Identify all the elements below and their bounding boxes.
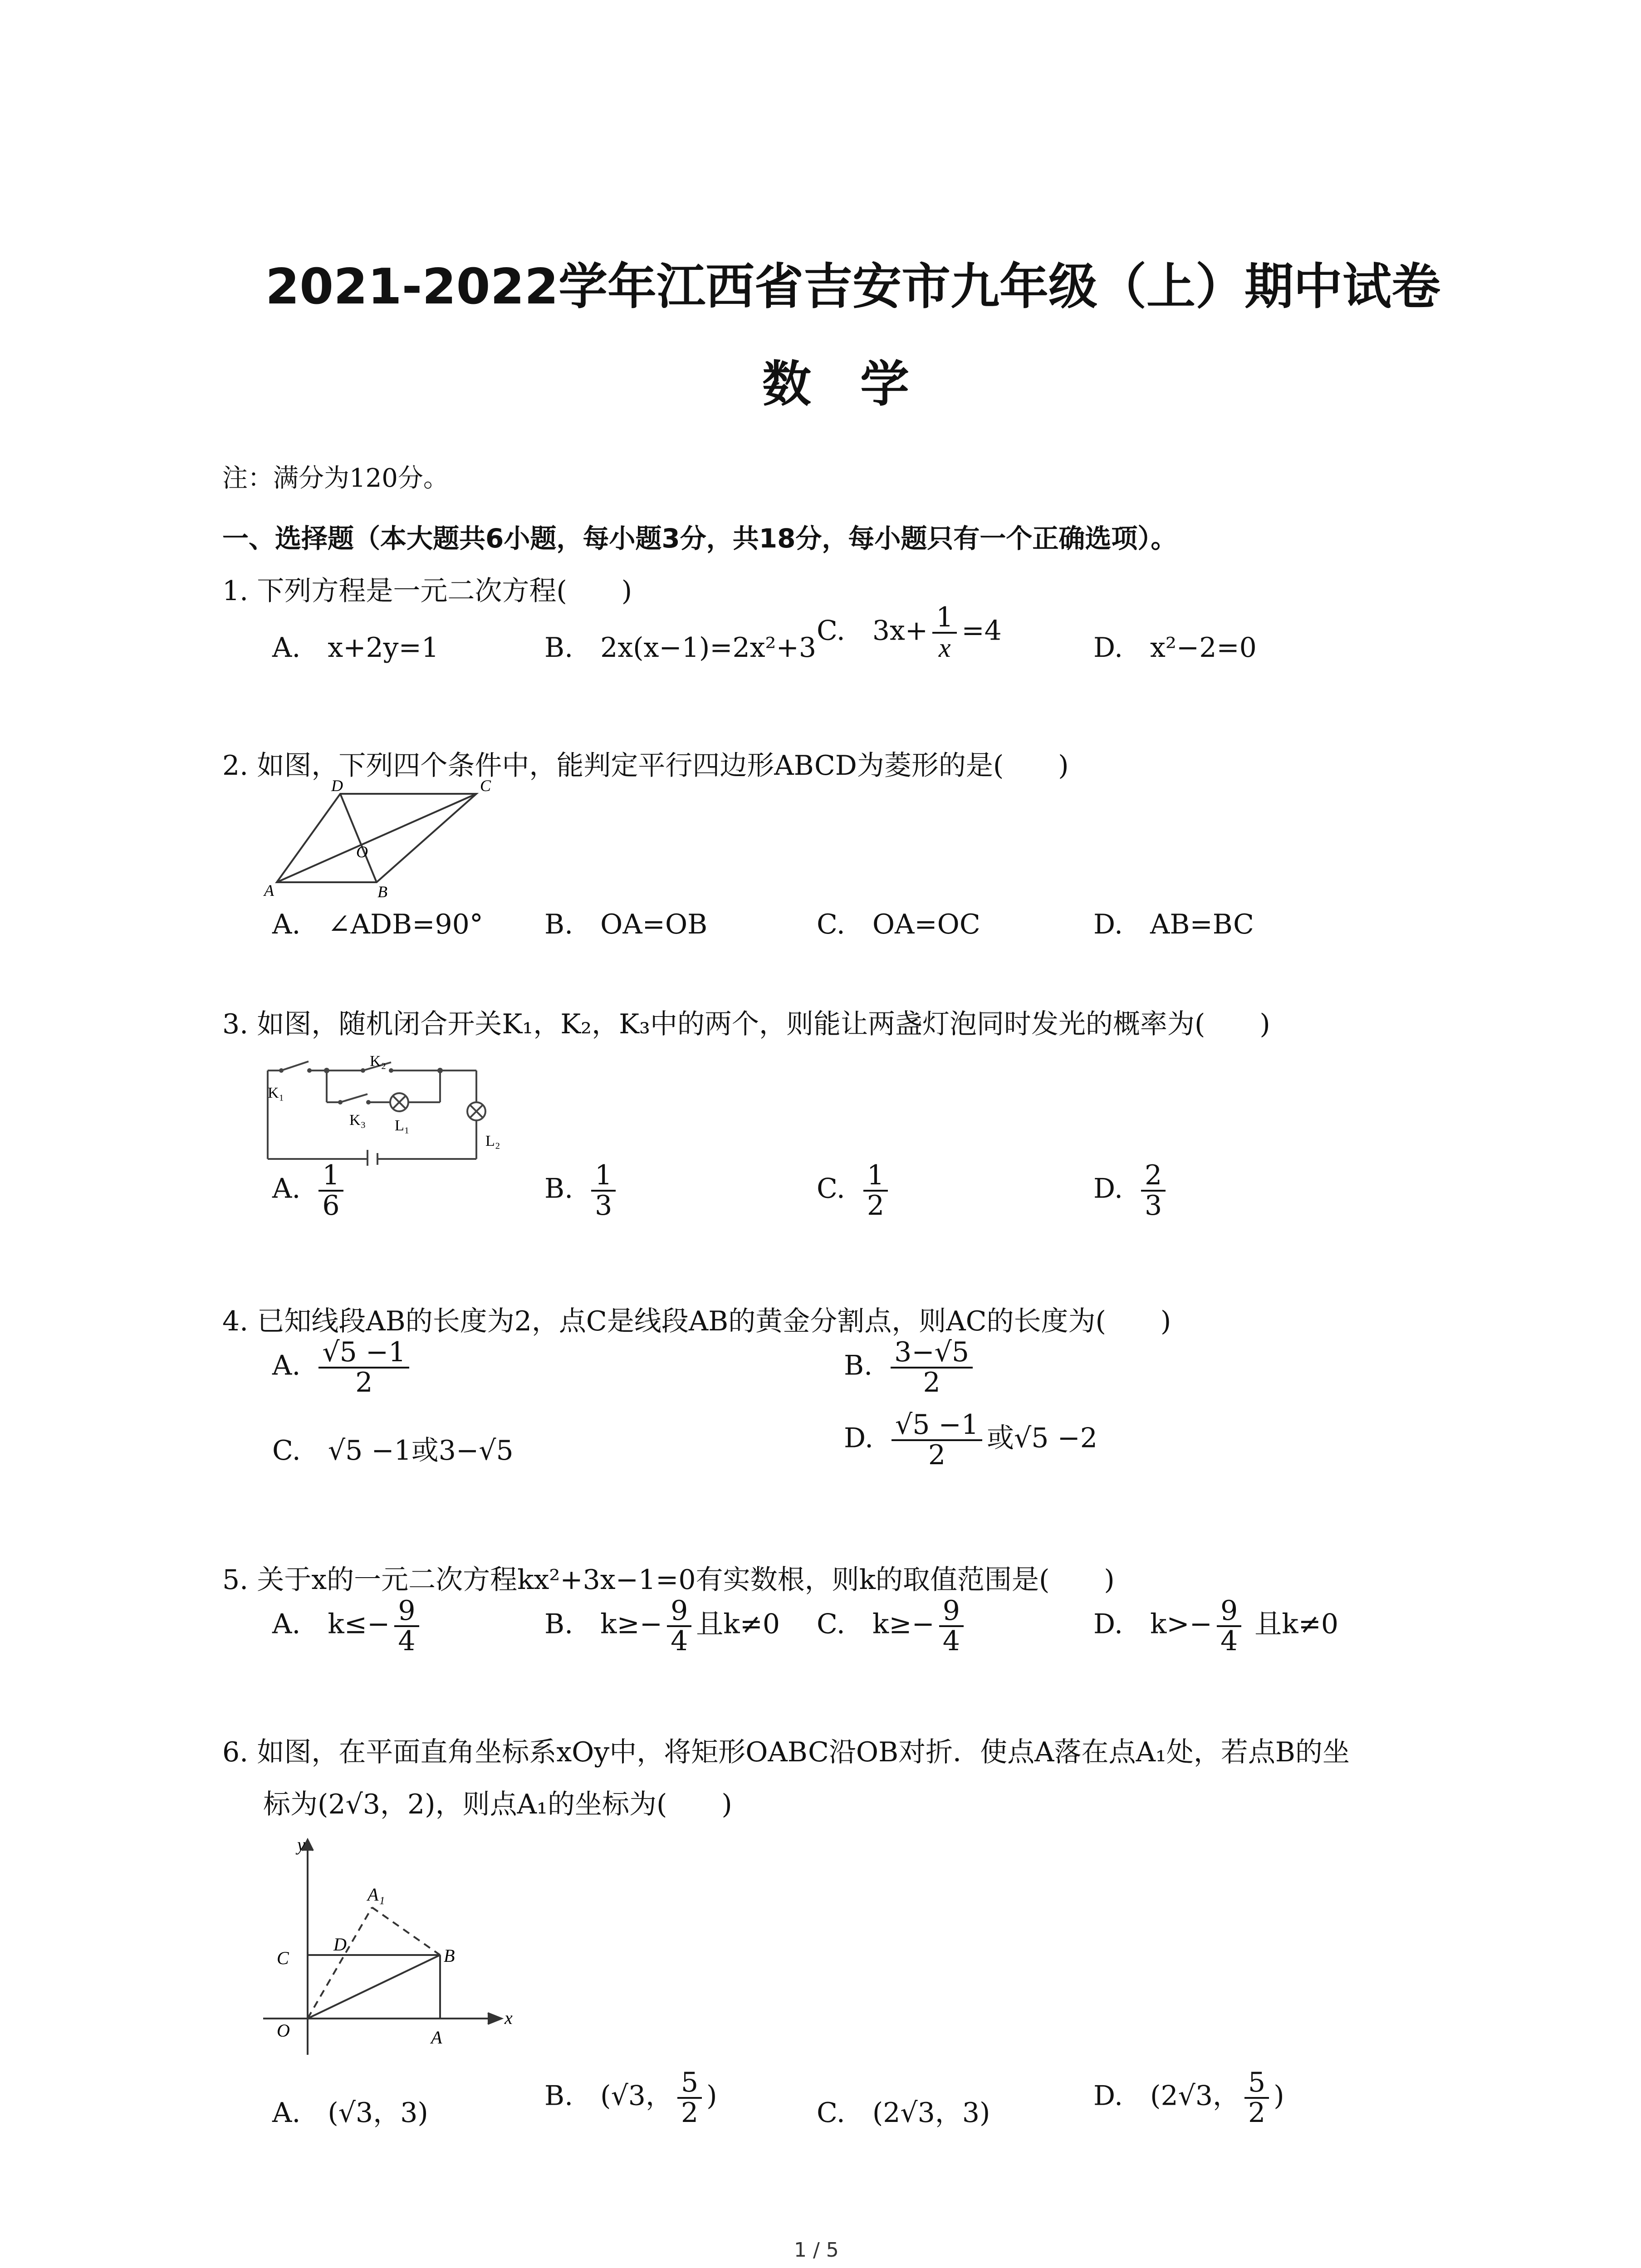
label-l2: L₂	[485, 1133, 500, 1149]
label-k1: K₁	[268, 1085, 284, 1101]
q5-option-a: A. k≤− $\frac{9}{4}$	[272, 1597, 424, 1656]
page-number: 1 / 5	[794, 2239, 839, 2262]
fraction: $\frac{5}{2}$	[1244, 2068, 1269, 2127]
fraction: $\frac{√5 -1}{2}$	[318, 1338, 409, 1397]
fraction: $\frac{√5 -1}{2}$	[892, 1411, 982, 1470]
label-y: y	[297, 1834, 305, 1855]
q3-option-b: B. $\frac{1}{3}$	[544, 1161, 620, 1220]
q6-option-d: D. (2√3， $\frac{5}{2}$ )	[1093, 2067, 1284, 2129]
fraction: $\frac{1}{6}$	[318, 1161, 343, 1220]
q2-option-d: D. AB=BC	[1093, 909, 1254, 940]
q3-option-d: D. $\frac{2}{3}$	[1093, 1161, 1170, 1220]
label-c: C	[480, 780, 491, 795]
fraction: $\frac{1}{2}$	[863, 1161, 888, 1220]
label-d: D	[331, 780, 343, 795]
label-o: O	[277, 2020, 290, 2041]
q2-option-a: A. ∠ADB=90°	[272, 909, 483, 940]
question-1-stem: 1. 下列方程是一元二次方程( )	[222, 575, 632, 607]
label-b: B	[444, 1945, 455, 1966]
q4-option-a: A. $\frac{√5 -1}{2}$	[272, 1338, 414, 1397]
fraction: $\frac{3-√5}{2}$	[891, 1338, 973, 1397]
label-l1: L₁	[395, 1117, 410, 1134]
question-2-stem: 2. 如图，下列四个条件中，能判定平行四边形ABCD为菱形的是( )	[222, 750, 1069, 782]
q3-option-c: C. $\frac{1}{2}$	[817, 1161, 892, 1220]
label-a: A	[264, 881, 274, 898]
circuit-figure	[259, 1052, 513, 1166]
subject-title: 数 学	[762, 356, 910, 413]
score-note: 注：满分为120分。	[222, 464, 449, 493]
q4-option-b: B. $\frac{3-√5}{2}$	[844, 1338, 977, 1397]
label-k3: K₃	[349, 1112, 366, 1129]
fraction: $\frac{9}{4}$	[394, 1597, 419, 1656]
q5-option-b: B. k≥− $\frac{9}{4}$ 且k≠0	[544, 1595, 780, 1657]
question-3-stem: 3. 如图，随机闭合开关K₁，K₂，K₃中的两个，则能让两盏灯泡同时发光的概率为( )	[222, 1008, 1270, 1040]
fraction: $\frac{9}{4}$	[939, 1597, 964, 1656]
label-k2: K₂	[370, 1053, 387, 1070]
q1-option-c: C. 3x+ $\frac{1}{x}$ =4	[817, 601, 1002, 663]
q2-option-c: C. OA=OC	[817, 909, 980, 940]
fraction: $\frac{5}{2}$	[677, 2068, 702, 2127]
q2-option-b: B. OA=OB	[544, 909, 708, 940]
q1-option-a: A. x+2y=1	[272, 632, 439, 664]
fraction: $\frac{9}{4}$	[1217, 1597, 1241, 1656]
question-6-stem-line2: 标为(2√3，2)，则点A₁的坐标为( )	[263, 1789, 732, 1820]
parallelogram-figure	[263, 780, 499, 898]
q6-option-a: A. (√3，3)	[272, 2097, 428, 2129]
label-o: O	[356, 843, 368, 861]
fraction: $\frac{2}{3}$	[1141, 1161, 1166, 1220]
fraction: $\frac{1}{x}$	[932, 603, 957, 662]
label-x: x	[505, 2008, 513, 2028]
q5-option-c: C. k≥− $\frac{9}{4}$	[817, 1597, 968, 1656]
q1-option-d: D. x²−2=0	[1093, 632, 1257, 664]
label-d: D	[333, 1934, 347, 1955]
label-c: C	[277, 1948, 289, 1968]
q4-option-c: C. √5 −1或3−√5	[272, 1435, 514, 1466]
q5-option-d: D. k>− $\frac{9}{4}$ 且k≠0	[1093, 1595, 1339, 1657]
q3-option-a: A. $\frac{1}{6}$	[272, 1161, 348, 1220]
q1-option-b: B. 2x(x−1)=2x²+3	[544, 632, 817, 664]
exam-title: 2021-2022学年江西省吉安市九年级（上）期中试卷	[265, 259, 1440, 315]
q4-option-d: D. $\frac{√5 -1}{2}$ 或√5 −2	[844, 1409, 1097, 1471]
q6-option-c: C. (2√3，3)	[817, 2097, 990, 2129]
question-4-stem: 4. 已知线段AB的长度为2，点C是线段AB的黄金分割点，则AC的长度为( )	[222, 1305, 1171, 1337]
coordinate-figure	[254, 1833, 526, 2068]
q6-option-b: B. (√3， $\frac{5}{2}$ )	[544, 2067, 717, 2129]
label-a: A	[431, 2027, 442, 2048]
label-a1: A₁	[367, 1884, 385, 1905]
question-6-stem-line1: 6. 如图，在平面直角坐标系xOy中，将矩形OABC沿OB对折．使点A落在点A₁处，若点B的坐	[222, 1736, 1350, 1768]
fraction: $\frac{1}{3}$	[591, 1161, 616, 1220]
label-b: B	[377, 883, 387, 898]
fraction: $\frac{9}{4}$	[667, 1597, 691, 1656]
section-heading: 一、选择题（本大题共6小题，每小题3分，共18分，每小题只有一个正确选项）。	[222, 523, 1177, 554]
question-5-stem: 5. 关于x的一元二次方程kx²+3x−1=0有实数根，则k的取值范围是( )	[222, 1564, 1115, 1596]
